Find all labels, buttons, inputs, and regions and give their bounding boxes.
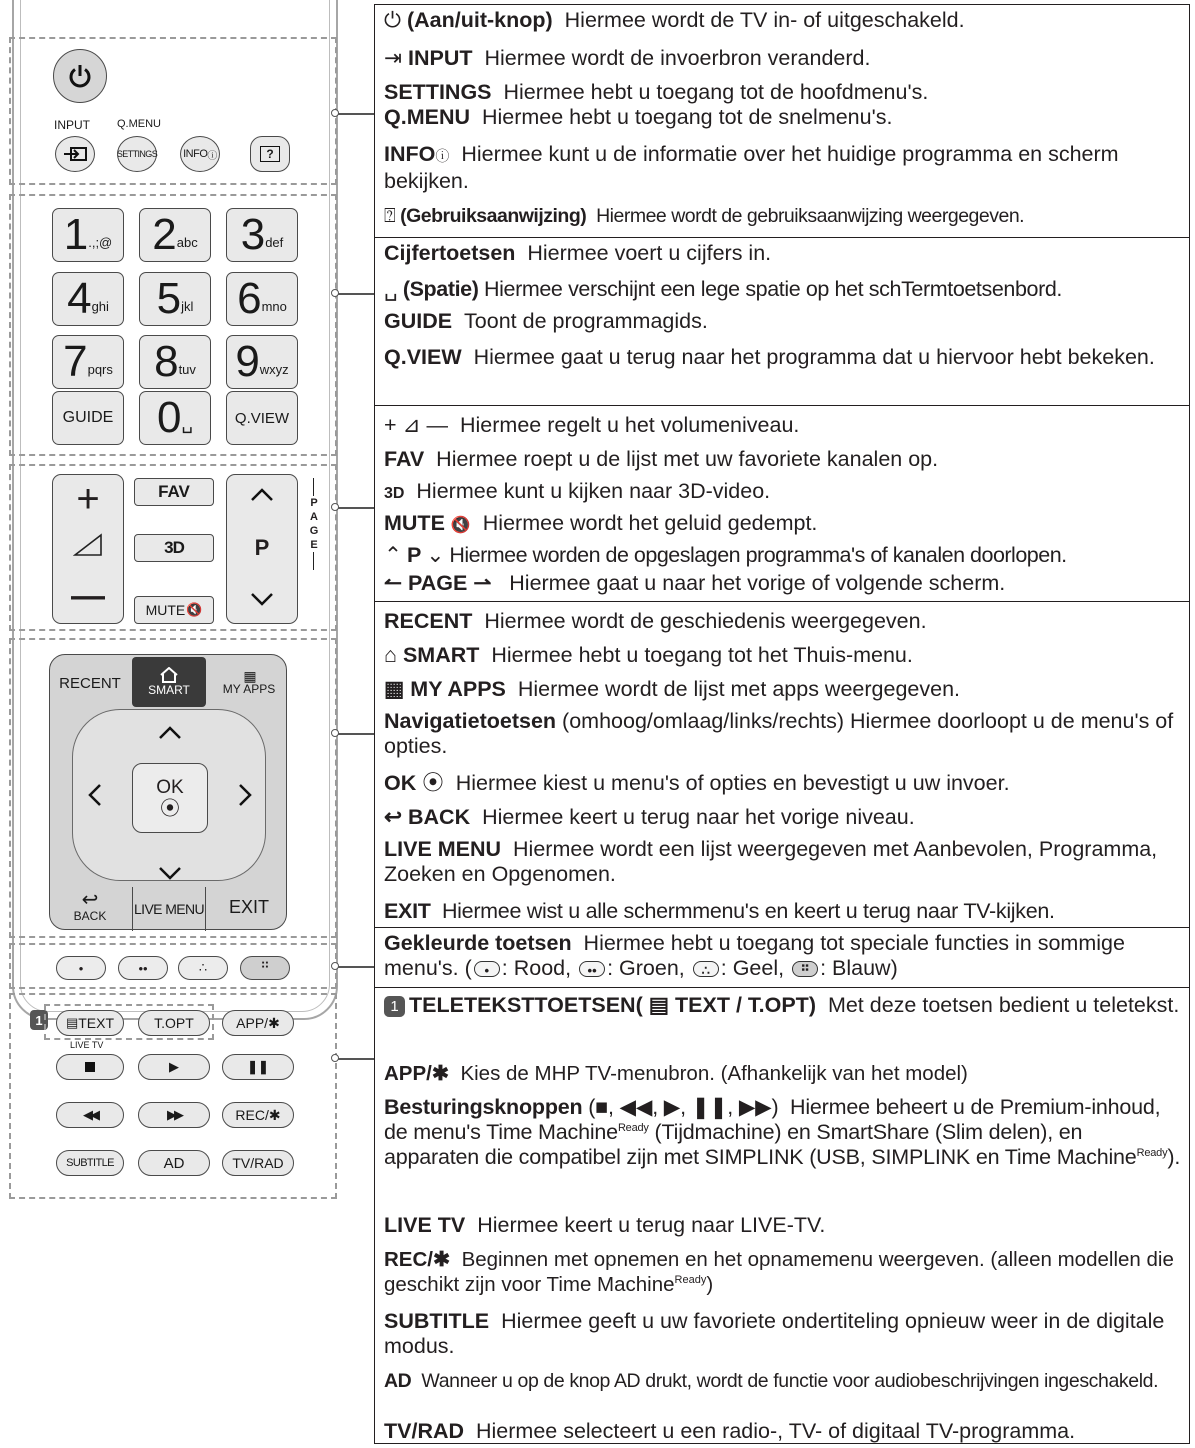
row-desc: Hiermee kunt u kijken naar 3D-video. [416, 479, 771, 503]
leader-dot-volume [331, 503, 339, 511]
row-teletext [375, 990, 1189, 1054]
row-desc: Hiermee voert u cijfers in. [527, 241, 772, 265]
leader-line-numbers [337, 293, 374, 295]
home-icon [159, 667, 179, 683]
ok-button-label: OK [156, 777, 184, 798]
guide-button[interactable] [52, 391, 124, 445]
3d-button-label: 3D [164, 538, 184, 557]
row-term: FAV [384, 447, 425, 471]
playback-icons: ■, ◀◀, ▶, ❚❚, ▶▶ [595, 1095, 772, 1119]
help-button[interactable] [250, 136, 290, 172]
row-term: P [407, 543, 421, 567]
row-desc: Met deze toetsen bedient u teletekst. [827, 993, 1180, 1017]
row-term: OK [384, 771, 417, 795]
two-dots-icon: •• [138, 960, 148, 976]
row-ad [375, 1366, 1189, 1406]
row-desc: Hiermee regelt u het volumeniveau. [459, 413, 800, 437]
leader-dot-colors [331, 962, 339, 970]
3d-button[interactable] [134, 534, 214, 562]
ok-icon: ⦿ [160, 798, 180, 820]
row-desc: Hiermee keert u terug naar het vorige niveau. [482, 805, 915, 829]
smart-button[interactable] [132, 657, 206, 707]
home-icon: ⌂ [384, 643, 403, 667]
row-desc: Hiermee wordt het geluid gedempt. [482, 511, 818, 535]
qview-button-label: Q.VIEW [234, 409, 290, 427]
remote-illustration [0, 0, 350, 1448]
apps-grid-icon: ▦ [243, 668, 255, 684]
live-menu-button[interactable] [132, 887, 206, 931]
leader-line-volume [337, 507, 374, 509]
key-description-table [374, 4, 1190, 1444]
teletext-badge: 1 [384, 996, 405, 1017]
page-side-label: PAGE [309, 478, 319, 570]
row-desc: (omhoog/omlaag/links/rechts) Hiermee doorloopt u de menu's of opties. [384, 709, 1174, 758]
input-icon: ⇥ [384, 46, 408, 70]
row-term: GUIDE [384, 309, 453, 333]
row-info [375, 139, 1189, 197]
leader-dot-power [331, 109, 339, 117]
ok-button[interactable] [132, 763, 208, 833]
fast-forward-icon: ▶▶ [167, 1107, 181, 1122]
number-2-button[interactable]: 2 abc [139, 208, 211, 262]
row-term: AD [384, 1370, 412, 1392]
leader-line-colors [337, 966, 374, 968]
topt-button-label: T.OPT [154, 1015, 194, 1031]
row-control-buttons: Besturingsknoppen (■, ◀◀, ▶, ❚❚, ▶▶) Hiermee beheert u de Premium-inhoud, de menu's Time Machine$^{Ready}$ (Tijdmachine) en SmartShare (Slim delen), en apparaten die compatibel zijn met SIMPLINK (USB, SIMPLINK en Time Machine$^{Ready}$). [384, 1095, 1181, 1169]
help-icon: ? [260, 146, 280, 162]
number-0-button[interactable]: 0 ␣ [139, 391, 211, 445]
page-up-arrow-icon [313, 478, 319, 496]
section-navigation [375, 601, 1189, 927]
row-term: Besturingsknoppen [384, 1095, 583, 1119]
section-teletext [375, 987, 1189, 1443]
row-term: BACK [408, 805, 471, 829]
volume-up-icon[interactable]: + [76, 477, 100, 521]
stop-button[interactable] [56, 1054, 124, 1080]
text-button[interactable] [56, 1010, 124, 1036]
rec-button-label: REC/✱ [235, 1106, 281, 1123]
ad-button-label: AD [163, 1154, 185, 1172]
row-subtitle [375, 1306, 1189, 1366]
color-key-yellow[interactable] [178, 956, 228, 980]
section-volume [375, 405, 1189, 601]
live-menu-button-label: LIVE MENU [133, 901, 205, 917]
color-key-green[interactable] [118, 956, 168, 980]
row-term: Gekleurde toetsen [384, 931, 572, 955]
nav-right-icon[interactable] [237, 782, 253, 815]
row-power [375, 5, 1189, 43]
exit-button-label: EXIT [228, 896, 269, 917]
row-desc: Hiermee beheert u de Premium-inhoud, de menu's Time Machine [384, 1095, 1161, 1144]
row-term: TV/RAD [384, 1419, 465, 1443]
row-term: (Spatie) [402, 277, 479, 301]
my-apps-button[interactable] [210, 655, 288, 711]
three-dots-icon: ∴ [693, 961, 719, 977]
leader-line-teletext [337, 1058, 374, 1060]
tvrad-button-label: TV/RAD [232, 1155, 284, 1171]
back-button-label: BACK [73, 909, 107, 923]
row-term: EXIT [384, 899, 431, 923]
row-desc: Wanneer u op de knop AD drukt, wordt de functie voor audiobeschrijvingen ingeschakeld. [421, 1370, 1159, 1392]
row-desc: Hiermee wordt de lijst met apps weergegeven. [517, 677, 961, 701]
row-desc: Toont de programmagids. [464, 309, 708, 333]
three-dots-icon: ∴ [198, 960, 208, 975]
number-6-button[interactable]: 6 mno [226, 272, 298, 326]
row-term: RECENT [384, 609, 473, 633]
live-tv-label: LIVE TV [70, 1040, 104, 1050]
section-power [375, 5, 1189, 237]
row-term: (Aan/uit-knop) [406, 8, 553, 32]
number-5-button[interactable]: 5 jkl [139, 272, 211, 326]
row-desc: Hiermee hebt u toegang tot de snelmenu's. [481, 105, 893, 129]
row-guide [375, 306, 1189, 342]
mute-button-label: MUTE [145, 602, 186, 618]
row-desc: Hiermee wordt de invoerbron veranderd. [484, 46, 871, 70]
row-help [375, 201, 1189, 237]
row-term: APP/✱ [384, 1062, 450, 1085]
row-input [375, 43, 1189, 75]
row-desc: Hiermee wordt de TV in- of uitgeschakeld. [564, 8, 965, 32]
row-term-2: TEXT / T.OPT) [675, 993, 816, 1017]
left-arrow-icon: ↼ [384, 571, 408, 595]
space-icon: ␣ [384, 277, 403, 301]
four-dots-icon: ⠛ [792, 961, 818, 977]
row-space [375, 274, 1189, 306]
row-fav [375, 444, 1189, 476]
power-button[interactable] [53, 49, 107, 103]
leader-line-power [337, 113, 374, 115]
row-desc: Kies de MHP TV-menubron. (Afhankelijk van het model) [460, 1062, 968, 1085]
color-key-red[interactable] [56, 956, 106, 980]
leader-dot-numbers [331, 289, 339, 297]
info-button[interactable] [180, 136, 220, 172]
two-dots-icon: •• [579, 961, 605, 977]
input-icon [62, 145, 88, 163]
row-my-apps [375, 674, 1189, 706]
info-icon: ⓘ [435, 148, 450, 164]
row-back [375, 802, 1189, 834]
volume-icon: + ⊿ — [384, 413, 454, 437]
row-qview [375, 342, 1189, 406]
play-button[interactable] [138, 1054, 210, 1080]
tvrad-button[interactable] [222, 1150, 294, 1176]
text-button-label: TEXT [78, 1015, 115, 1031]
row-term: SUBTITLE [384, 1309, 490, 1333]
play-icon: ▶ [169, 1059, 179, 1074]
row-desc: Hiermee keert u terug naar LIVE-TV. [477, 1213, 826, 1237]
number-3-button[interactable]: 3 def [226, 208, 298, 262]
row-term: LIVE MENU [384, 837, 502, 861]
number-4-button[interactable]: 4 ghi [52, 272, 124, 326]
row-term: TELETEKSTTOETSEN( [409, 993, 643, 1017]
exit-button[interactable] [210, 883, 288, 931]
app-button[interactable] [222, 1010, 294, 1036]
section-numbers [375, 237, 1189, 405]
pause-icon: ❚❚ [247, 1059, 269, 1074]
row-term: REC/✱ [384, 1248, 451, 1271]
row-term: MUTE [384, 511, 445, 535]
row-navigation-keys [375, 706, 1189, 764]
rewind-icon: ◀◀ [83, 1107, 97, 1122]
leader-dot-navigation [331, 729, 339, 737]
row-channel [375, 540, 1189, 568]
chevron-up-icon: ⌃ [384, 543, 402, 567]
input-label: INPUT [54, 118, 90, 132]
row-desc: Hiermee wist u alle schermmenu's en keert u terug naar TV-kijken. [441, 899, 1055, 923]
nav-left-icon[interactable] [87, 782, 103, 815]
recent-button-label: RECENT [59, 674, 121, 692]
row-rec: REC/✱ Beginnen met opnemen en het opnamemenu weergeven. (alleen modellen die geschikt zijn voor Time Machine$^{Ready}$) [384, 1248, 1174, 1296]
topt-button[interactable] [138, 1010, 210, 1036]
color-key-blue[interactable] [240, 956, 290, 980]
row-desc: Hiermee verschijnt een lege spatie op het schTermtoetsenbord. [484, 277, 1062, 301]
back-button[interactable] [50, 883, 130, 931]
channel-up-icon[interactable] [227, 487, 297, 508]
3d-icon: 3D [384, 485, 405, 502]
row-desc: Hiermee gaat u terug naar het programma dat u hiervoor hebt bekeken. [473, 345, 1155, 369]
ad-button[interactable] [138, 1150, 210, 1176]
power-icon: ⏻ [384, 8, 407, 32]
row-settings-qmenu [375, 77, 1189, 135]
row-desc: Hiermee kunt u de informatie over het huidige programma en scherm bekijken. [384, 142, 1119, 193]
stop-icon [85, 1062, 95, 1072]
chevron-down-icon: ⌄ [426, 543, 444, 567]
qmenu-label: Q.MENU [117, 118, 161, 130]
row-desc: Hiermee kiest u menu's of opties en bevestigt u uw invoer. [455, 771, 1010, 795]
row-desc: Hiermee hebt u toegang tot de hoofdmenu's. [503, 80, 929, 104]
row-recent [375, 606, 1189, 640]
row-desc: Beginnen met opnemen en het opnamemenu weergeven. (alleen modellen die geschikt zijn voor Time Machine [384, 1248, 1174, 1296]
subtitle-button-label: SUBTITLE [66, 1157, 114, 1169]
row-term: SETTINGS [384, 80, 492, 104]
volume-rocker[interactable] [52, 474, 124, 624]
settings-button[interactable] [117, 136, 157, 172]
section-colors [375, 927, 1189, 989]
row-mute [375, 508, 1189, 540]
row-tvrad [375, 1416, 1189, 1444]
row-desc: Hiermee hebt u toegang tot speciale functies in sommige menu's. [384, 931, 1125, 980]
ok-icon: ⦿ [422, 771, 444, 795]
pause-button[interactable] [222, 1054, 294, 1080]
row-desc: Hiermee wordt de gebruiksaanwijzing weergegeven. [596, 205, 1025, 227]
qview-button[interactable] [226, 391, 298, 445]
fast-forward-button[interactable] [138, 1102, 210, 1128]
mute-button[interactable] [134, 596, 214, 624]
help-icon: ⍰ [384, 205, 401, 227]
rewind-button[interactable] [56, 1102, 124, 1128]
row-desc: Hiermee wordt een lijst weergegeven met Aanbevolen, Programma, Zoeken en Opgenomen. [384, 837, 1158, 886]
recent-button[interactable] [50, 655, 130, 711]
row-term: INPUT [408, 46, 473, 70]
one-dot-icon: • [78, 960, 84, 976]
row-live-menu [375, 834, 1189, 894]
row-term: (Gebruiksaanwijzing) [400, 205, 587, 227]
my-apps-button-label: MY APPS [222, 682, 276, 696]
row-desc: Hiermee hebt u toegang tot het Thuis-menu. [491, 643, 913, 667]
row-desc: Hiermee gaat u naar het vorige of volgende scherm. [509, 571, 1006, 595]
nav-up-icon[interactable] [157, 716, 183, 748]
rec-button[interactable] [222, 1102, 294, 1128]
power-icon [67, 63, 93, 89]
row-smart [375, 640, 1189, 674]
fav-button-label: FAV [158, 482, 190, 501]
row-number-keys [375, 238, 1189, 274]
row-live-tv [375, 1210, 1189, 1242]
input-button[interactable] [55, 136, 95, 172]
row-term: Q.VIEW [384, 345, 462, 369]
row-term: MY APPS [410, 677, 506, 701]
info-button-label: INFO [183, 148, 208, 160]
mute-icon: 🔇 [186, 602, 203, 617]
subtitle-button[interactable] [56, 1150, 124, 1176]
row-term: Navigatietoetsen [384, 709, 557, 733]
apps-grid-icon: ▦ [384, 677, 411, 701]
row-3d [375, 476, 1189, 508]
leader-dot-teletext [331, 1054, 339, 1062]
row-page [375, 568, 1189, 602]
fav-button[interactable] [134, 478, 214, 506]
back-icon: ↩ [384, 805, 408, 829]
row-color-keys: Gekleurde toetsen Hiermee hebt u toegang tot speciale functies in sommige menu's. ( • : Rood, •• : Groen, ∴ : Geel, ⠛ : Blauw) [384, 931, 1125, 980]
guide-button-label: GUIDE [62, 409, 114, 426]
row-term: PAGE [408, 571, 468, 595]
row-app [375, 1058, 1189, 1092]
row-desc: Hiermee selecteert u een radio-, TV- of digitaal TV-programma. [475, 1419, 1076, 1443]
one-dot-icon: • [474, 961, 500, 977]
row-exit [375, 896, 1189, 928]
page-down-arrow-icon [313, 552, 319, 570]
four-dots-icon: ⠛ [260, 960, 270, 975]
number-1-button[interactable]: 1 .,;@ [52, 208, 124, 262]
info-icon: ⓘ [207, 150, 217, 162]
channel-p-label: P [254, 535, 270, 560]
row-volume [375, 410, 1189, 442]
row-ok [375, 768, 1189, 800]
smart-button-label: SMART [148, 683, 190, 697]
mute-icon: 🔇 [450, 517, 471, 534]
row-desc: Hiermee worden de opgeslagen programma's of kanalen doorlopen. [449, 543, 1067, 567]
teletext-badge: 1 [30, 1010, 48, 1030]
number-8-button[interactable]: 8 tuv [139, 335, 211, 389]
row-desc: Hiermee wordt de geschiedenis weergegeven. [484, 609, 927, 633]
number-9-button[interactable]: 9 wxyz [226, 335, 298, 389]
row-term: LIVE TV [384, 1213, 466, 1237]
volume-icon [53, 533, 123, 562]
app-button-label: APP/✱ [236, 1014, 280, 1031]
volume-down-icon[interactable]: — [71, 577, 105, 615]
navigation-pad [49, 654, 287, 930]
leader-line-navigation [337, 733, 374, 735]
space-icon: ␣ [181, 412, 193, 433]
row-desc: Hiermee geeft u uw favoriete ondertiteling opnieuw weer in de digitale modus. [384, 1309, 1165, 1358]
row-term: SMART [402, 643, 480, 667]
back-icon: ↩ [81, 889, 99, 911]
nav-down-icon[interactable] [157, 856, 183, 888]
row-term: Q.MENU [384, 105, 470, 129]
row-desc: Hiermee roept u de lijst met uw favoriete kanalen op. [436, 447, 939, 471]
number-7-button[interactable]: 7 pqrs [52, 335, 124, 389]
channel-rocker[interactable] [226, 474, 298, 624]
row-term: Cijfertoetsen [384, 241, 516, 265]
text-icon: ▤ [648, 993, 670, 1017]
row-term: INFO [384, 142, 436, 166]
settings-button-label: SETTINGS [116, 149, 158, 159]
text-icon: ▤ [65, 1015, 79, 1030]
navigation-ring[interactable] [72, 709, 266, 881]
right-arrow-icon: ⇀ [467, 571, 492, 595]
channel-down-icon[interactable] [227, 591, 297, 612]
